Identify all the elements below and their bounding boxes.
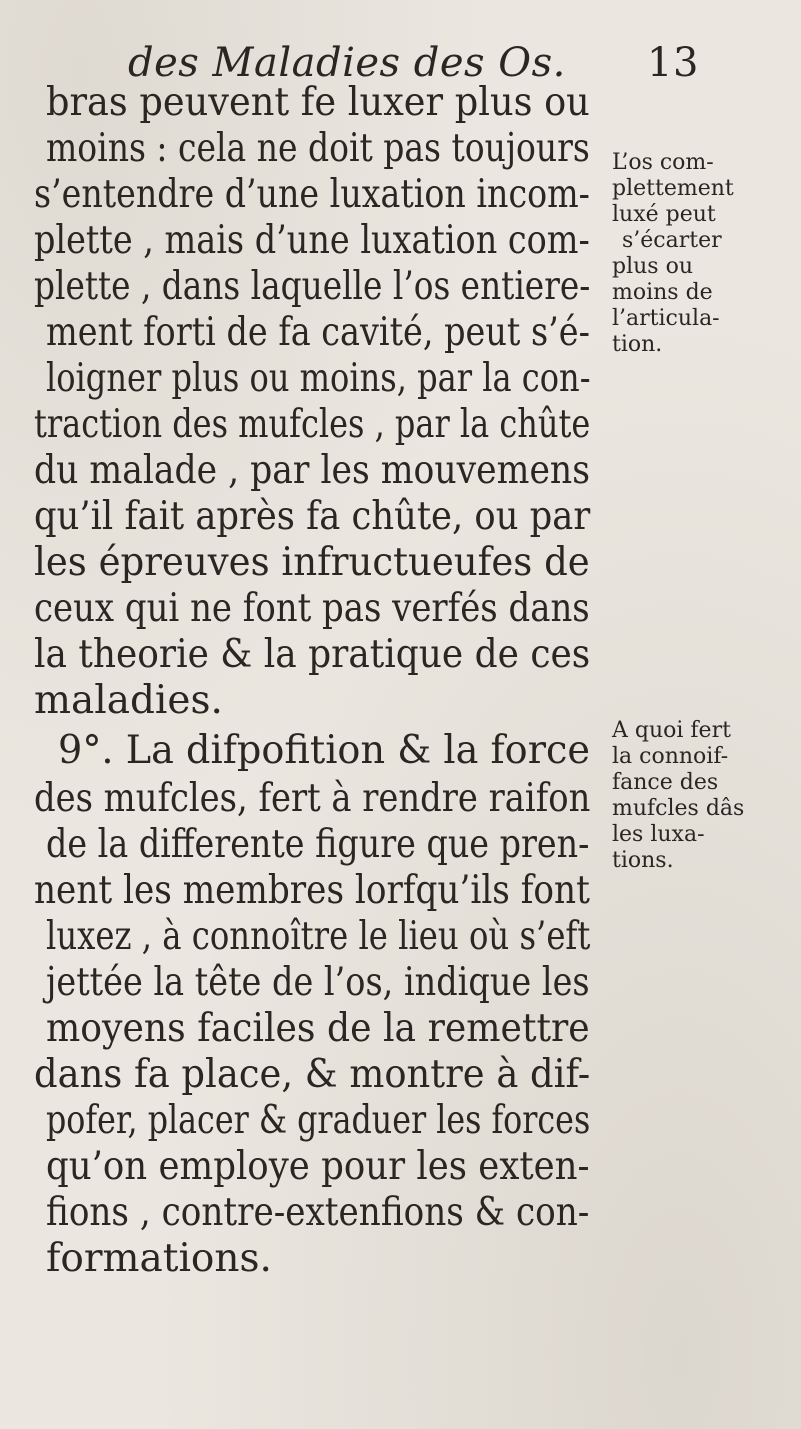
margin-note-line: plettement: [612, 176, 734, 201]
text-line: ceux qui ne font pas verfés dans: [34, 586, 590, 631]
text-line: moyens faciles de la remettre: [46, 1006, 590, 1051]
text-line: la theorie & la pratique de ces: [34, 632, 591, 677]
margin-note-line: fance des: [612, 770, 719, 795]
margin-note-line: la connoif-: [612, 744, 729, 769]
margin-note-line: les luxa-: [612, 822, 705, 847]
text-line: les épreuves infructueufes de: [34, 540, 590, 585]
text-line: moins : cela ne doit pas toujours: [46, 126, 590, 171]
text-line: plette , mais d’une luxation com-: [34, 218, 590, 263]
text-line: fions , contre-extenfions & con-: [46, 1190, 590, 1235]
text-line: pofer, placer & graduer les forces: [46, 1098, 591, 1143]
text-line: plette , dans laquelle l’os entiere-: [34, 264, 591, 309]
text-line: dans fa place, & montre à dif-: [34, 1052, 591, 1097]
text-line: luxez , à connoître le lieu où s’eft: [46, 914, 591, 959]
text-line: de la differente figure que pren-: [46, 822, 590, 867]
text-line: formations.: [46, 1236, 272, 1281]
text-line: maladies.: [34, 678, 223, 723]
text-line: bras peuvent fe luxer plus ou: [46, 80, 590, 125]
text-line: nent les membres lorfqu’ils font: [34, 868, 590, 913]
text-line: jettée la tête de l’os, indique les: [46, 960, 590, 1005]
margin-note-line: s’écarter: [622, 228, 722, 253]
running-title: des Maladies des Os.: [128, 40, 566, 86]
margin-note-line: plus ou: [612, 254, 693, 279]
text-line: qu’on employe pour les exten-: [46, 1144, 590, 1189]
text-line: s’entendre d’une luxation incom-: [34, 172, 590, 217]
margin-note-line: tions.: [612, 848, 674, 873]
section-heading-line: 9°. La difpofition & la force: [58, 728, 590, 773]
page-number: 13: [647, 40, 699, 86]
text-line: ment forti de fa cavité, peut s’é-: [46, 310, 590, 355]
margin-note-line: moins de: [612, 280, 713, 305]
text-line: du malade , par les mouvemens: [34, 448, 590, 493]
margin-note-line: luxé peut: [612, 202, 716, 227]
margin-note-line: A quoi fert: [612, 718, 731, 743]
margin-note-line: tion.: [612, 332, 663, 357]
text-line: traction des mufcles , par la chûte: [34, 402, 591, 447]
text-line: loigner plus ou moins, par la con-: [46, 356, 591, 401]
text-line: qu’il fait après fa chûte, ou par: [34, 494, 591, 539]
margin-note-line: L’os com-: [612, 150, 714, 175]
text-line: des mufcles, fert à rendre raifon: [34, 776, 591, 821]
margin-note-line: l’articula-: [612, 306, 720, 331]
margin-note-line: mufcles dâs: [612, 796, 745, 821]
